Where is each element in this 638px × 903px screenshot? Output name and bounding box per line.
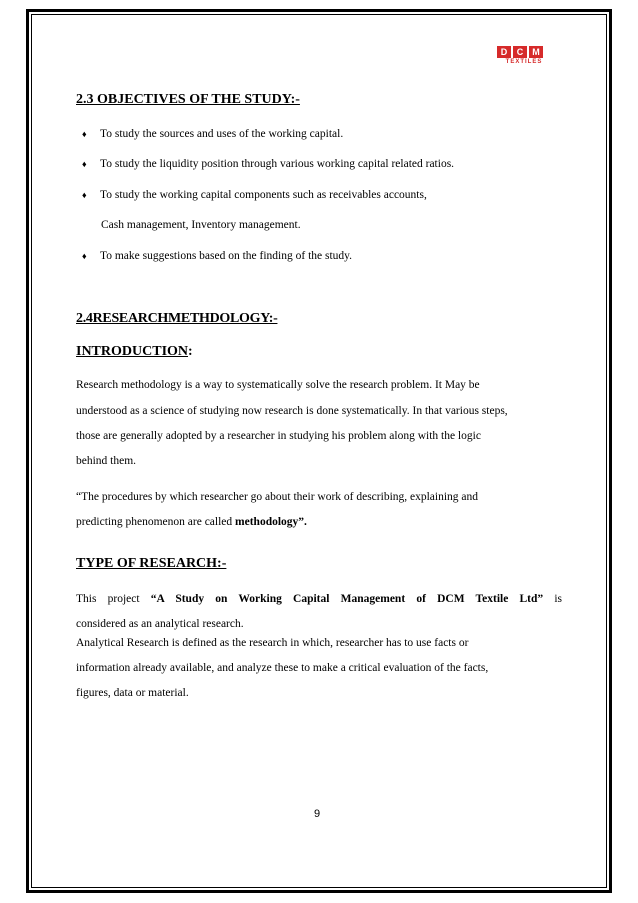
logo-subtitle: TEXTILES: [505, 59, 543, 65]
bullet-icon: ♦: [82, 159, 87, 169]
introduction-heading: [76, 344, 193, 360]
quote-text: predicting phenomenon are called: [76, 516, 236, 528]
objective-text: To make suggestions based on the finding of the study.: [100, 250, 353, 262]
introduction-colon: :: [188, 344, 193, 359]
type-line: figures, data or material.: [76, 687, 189, 699]
intro-line: Research methodology is a way to systematically solve the research problem. It May be: [76, 379, 480, 391]
objective-text: To study the working capital components such as receivables accounts,: [100, 189, 427, 201]
objective-item: [82, 128, 343, 140]
objective-item: [82, 189, 427, 201]
logo-letter: M: [529, 46, 543, 58]
type-line: Analytical Research is defined as the research in which, researcher has to use facts or: [76, 637, 469, 649]
quote-line: [76, 516, 307, 528]
objective-item: [82, 158, 454, 170]
bullet-icon: ♦: [82, 251, 87, 261]
dcm-textiles-logo: [497, 46, 551, 70]
logo-letter: C: [513, 46, 527, 58]
intro-line: those are generally adopted by a researcher in studying his problem along with the logic: [76, 430, 481, 442]
project-title: “A Study on Working Capital Management of DCM Textile Ltd”: [150, 593, 544, 605]
objective-item: [82, 250, 352, 262]
intro-line: behind them.: [76, 455, 137, 467]
type-text: This project: [76, 593, 151, 605]
type-line: [76, 593, 562, 605]
quote-line: “The procedures by which researcher go about their work of describing, explaining and: [76, 491, 479, 503]
logo-letter: D: [497, 46, 511, 58]
objective-text: To study the sources and uses of the working capital.: [100, 128, 344, 140]
introduction-label: INTRODUCTION: [76, 344, 189, 359]
quote-bold-term: methodology”.: [235, 516, 307, 528]
type-line: considered as an analytical research.: [76, 618, 244, 630]
type-text-end: is: [543, 593, 563, 605]
objective-text: To study the liquidity position through various working capital related ratios.: [100, 158, 455, 170]
bullet-icon: ♦: [82, 190, 87, 200]
page-number: 9: [314, 808, 321, 820]
methodology-heading: 2.4RESEARCHMETHDOLOGY:-: [76, 311, 278, 326]
objective-continuation: Cash management, Inventory management.: [101, 219, 301, 231]
type-line: information already available, and analyze these to make a critical evaluation of the facts,: [76, 662, 489, 674]
objectives-heading: 2.3 OBJECTIVES OF THE STUDY:-: [76, 92, 300, 107]
bullet-icon: ♦: [82, 129, 87, 139]
page-border-inner: [31, 14, 607, 888]
type-of-research-heading: TYPE OF RESEARCH:-: [76, 556, 227, 571]
intro-line: understood as a science of studying now research is done systematically. In that various steps,: [76, 405, 508, 417]
